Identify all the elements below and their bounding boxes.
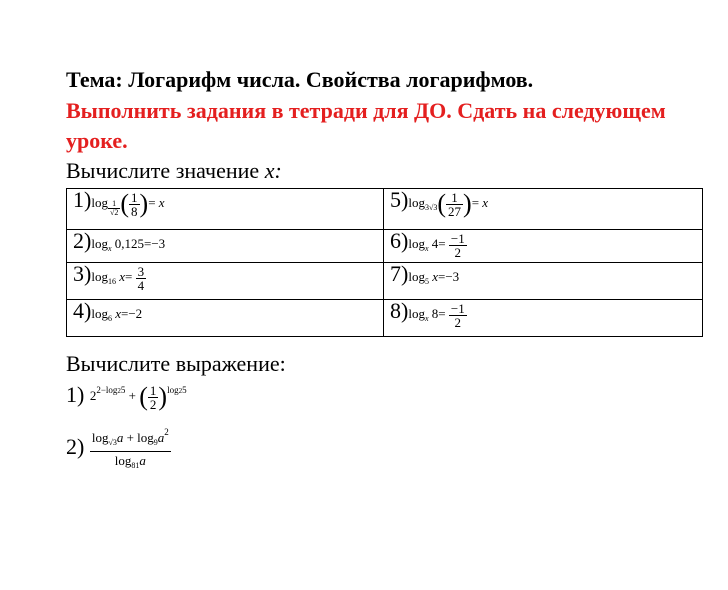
equation-2: $\log_x 0,125=-3$ [91,236,166,253]
equation-label: 5) [390,187,409,212]
equation-5: $\log_{3√3}$( $\frac{1}{27}$ )= x [408,189,489,219]
equation-label: 1) [73,187,92,212]
equation-label: 3) [73,261,92,286]
expression-2-formula: $\frac{\log_{√3}a + \log_9a^2}{\log_{81}a}$ [90,424,171,474]
table-row [67,230,703,263]
equation-cell-8 [384,300,703,337]
equation-7: $\log_5 x=-3$ [408,269,460,286]
section-heading-var: x: [264,158,282,183]
table-row [67,300,703,337]
equation-cell-1 [67,189,384,230]
equation-6: $\log_x 4=$ $\frac{-1}{2}$ [408,230,465,260]
equation-8: $\log_x 8=$ $\frac{-1}{2}$ [408,300,465,330]
equation-label: 8) [390,298,409,323]
equations-table [66,188,703,337]
equation-label: 2) [73,228,92,253]
equation-3: $\log_{16} x=$ $\frac{3}{4}$ [91,263,145,293]
section-heading-text: Вычислите значение [66,158,265,183]
table-row [67,263,703,300]
topic-title: Тема: Логарифм числа. Свойства логарифмов. [66,67,534,92]
equation-cell-3 [67,263,384,300]
equation-label: 4) [73,298,92,323]
equation-label: 7) [390,261,409,286]
section-heading-compute-expression: Вычислите выражение: [66,351,286,376]
expression-1-formula: $2^{2-log25}$ + ( $\frac{1}{2}$ )$^{log25}$ [89,382,187,412]
equation-cell-7 [384,263,703,300]
equation-label: 6) [390,228,409,253]
assignment-instruction: Выполнить задания в тетради для ДО. Сдать на следующем уроке. [66,98,666,153]
section-heading-compute-x [66,157,282,185]
expression-1 [66,382,187,412]
equation-cell-6 [384,230,703,263]
equation-cell-4 [67,300,384,337]
expression-label: 2) [66,434,85,460]
equation-4: $\log_6 x=-2$ [91,306,143,323]
equation-cell-5 [384,189,703,230]
equation-cell-2 [67,230,384,263]
expression-label: 1) [66,382,85,408]
table-row [67,189,703,230]
equation-1: log $_{\frac{1}{√2}}$ ( $\frac{1}{8}$ )= x [91,189,165,219]
expression-2 [66,424,171,474]
